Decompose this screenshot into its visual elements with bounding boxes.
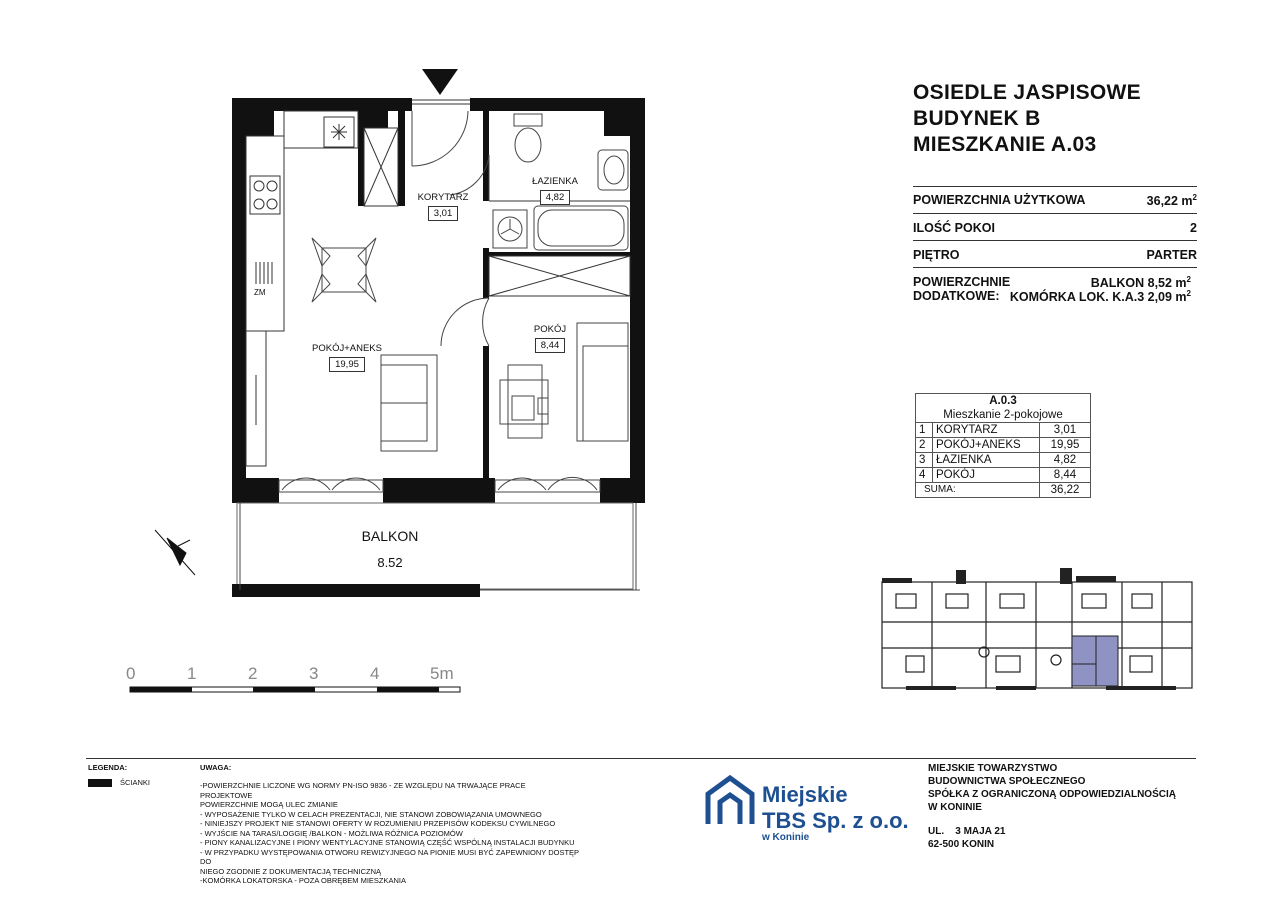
sofa (381, 355, 437, 451)
info-row-area (913, 193, 1197, 208)
footer-divider (86, 758, 1196, 759)
north-arrow-icon (155, 530, 195, 575)
scale-label: 0 (126, 664, 136, 683)
rooms-value: 2 (1190, 221, 1197, 235)
room-table (915, 393, 1091, 498)
info-row-extra-1 (913, 275, 1197, 290)
info-row-rooms (913, 221, 1197, 235)
notes-title: UWAGA: (200, 763, 232, 772)
room-name: KORYTARZ (417, 192, 469, 203)
table-row-sum: SUMA: 36,22 (916, 483, 1091, 498)
title-estate: OSIEDLE JASPISOWE (913, 81, 1141, 104)
info-divider (913, 267, 1197, 268)
note: NIEGO ZGODNIE Z DOKUMENTACJĄ TECHNICZNĄ (200, 866, 381, 876)
extra-label-2: DODATKOWE: (913, 289, 1000, 303)
apartment-highlight (1072, 636, 1118, 686)
room-name: POKÓJ+ANEKS (312, 343, 382, 354)
title-apartment: MIESZKANIE A.03 (913, 133, 1097, 156)
balcony-name: BALKON (361, 528, 419, 544)
scale-label: 2 (248, 664, 258, 683)
logo-line-2: TBS Sp. z o.o. (762, 808, 909, 833)
extra-label-1: POWIERZCHNIE (913, 275, 1011, 289)
company-address: MIEJSKIE TOWARZYSTWO BUDOWNICTWA SPOŁECZNEGO SPÓŁKA Z OGRANICZONĄ ODPOWIEDZIALNOŚCIĄ W KONINIE UL. 3 MAJA 21 62-500 KONIN (928, 763, 1176, 850)
floor-value: PARTER (1146, 248, 1197, 262)
doors (412, 111, 489, 346)
dining-table (312, 238, 376, 302)
scale-label: 4 (370, 664, 380, 683)
scale-bar (130, 687, 460, 692)
room-area: 8,44 (535, 338, 566, 353)
table-row: 2 POKÓJ+ANEKS 19,95 (916, 438, 1091, 453)
logo-line-3: w Koninie (762, 832, 810, 843)
info-divider (913, 186, 1197, 187)
apartment-info (913, 186, 1197, 306)
scale-label: 5m (430, 664, 454, 683)
info-divider (913, 213, 1197, 214)
walls-swatch (88, 779, 112, 787)
note: -POWIERZCHNIE LICZONE WG NORMY PN-ISO 9836 - ZE WZGLĘDU NA TRWAJĄCE PRACE PROJEKTOWE (200, 781, 526, 800)
page-title (913, 80, 1141, 158)
extra-value-balcony: BALKON 8,52 $m^2$ (1090, 275, 1191, 291)
zm-label: ZM (254, 288, 266, 297)
balcony (232, 503, 640, 597)
table-row: 4 POKÓJ 8,44 (916, 468, 1091, 483)
note: - WYJŚCIE NA TARAS/LOGGIĘ /BALKON - MOŻLIWA RÓŻNICA POZIOMÓW (200, 828, 463, 838)
info-row-extra-2 (913, 289, 1197, 304)
info-divider (913, 240, 1197, 241)
note: - PIONY KANALIZACYJNE I PIONY WENTYLACYJNE STANOWIĄ CZĘŚĆ WSPÓLNĄ INSTALACJI BUDYNKU (200, 838, 575, 847)
note: -KOMÓRKA LOKATORSKA - POZA OBRĘBEM MIESZKANIA (200, 876, 407, 885)
entrance-arrow-icon (422, 69, 458, 95)
area-value: 36,22 $m^2$ (1146, 193, 1197, 209)
scale-label: 1 (187, 664, 197, 683)
legend-title: LEGENDA: (88, 763, 128, 772)
floor-label: PIĘTRO (913, 248, 960, 262)
room-name: POKÓJ (533, 324, 567, 335)
room-lazienka (525, 176, 585, 205)
title-building: BUDYNEK B (913, 107, 1041, 130)
house-logo-icon (704, 774, 756, 826)
room-korytarz (413, 192, 473, 221)
table-row: 1 KORYTARZ 3,01 (916, 423, 1091, 438)
room-area: 3,01 (428, 206, 459, 221)
notes-list (200, 781, 580, 886)
room-area: 4,82 (540, 190, 571, 205)
info-row-floor (913, 248, 1197, 262)
note: - NINIEJSZY PROJEKT NIE STANOWI OFERTY W ROZUMIENIU PRZEPISÓW KODEKSU CYWILNEGO (200, 819, 556, 828)
note: - WYPOSAŻENIE TYLKO W CELACH PREZENTACJI, NIE STANOWI ZOBOWIĄZANIA UMOWNEGO (200, 809, 542, 819)
table-row: 3 ŁAZIENKA 4,82 (916, 453, 1091, 468)
scale-label: 3 (309, 664, 319, 683)
walls-label: ŚCIANKI (120, 778, 151, 787)
key-plan (876, 568, 1201, 698)
extra-value-storage: KOMÓRKA LOK. K.A.3 2,09 $m^2$ (1009, 289, 1191, 305)
room-name: ŁAZIENKA (532, 176, 578, 187)
balcony-area: 8.52 (377, 555, 403, 570)
room-area: 19,95 (329, 357, 365, 372)
walls (232, 98, 645, 503)
room-table-title: A.0.3 (916, 394, 1091, 409)
rooms-label: ILOŚĆ POKOI (913, 221, 995, 235)
room-pokoj-aneks (305, 343, 389, 372)
area-label: POWIERZCHNIA UŻYTKOWA (913, 193, 1086, 207)
room-pokoj (520, 324, 580, 353)
company-logo (704, 774, 914, 844)
room-table-subtitle: Mieszkanie 2-pokojowe (916, 408, 1091, 423)
logo-line-1: Miejskie (762, 782, 848, 807)
note: POWIERZCHNIE MOGĄ ULEC ZMIANIE (200, 800, 338, 809)
note: - W PRZYPADKU WYSTĘPOWANIA OTWORU REWIZYJNEGO NA PIONIE MUSI BYĆ ZAPEWNIONY DOSTĘP DO (200, 847, 579, 866)
